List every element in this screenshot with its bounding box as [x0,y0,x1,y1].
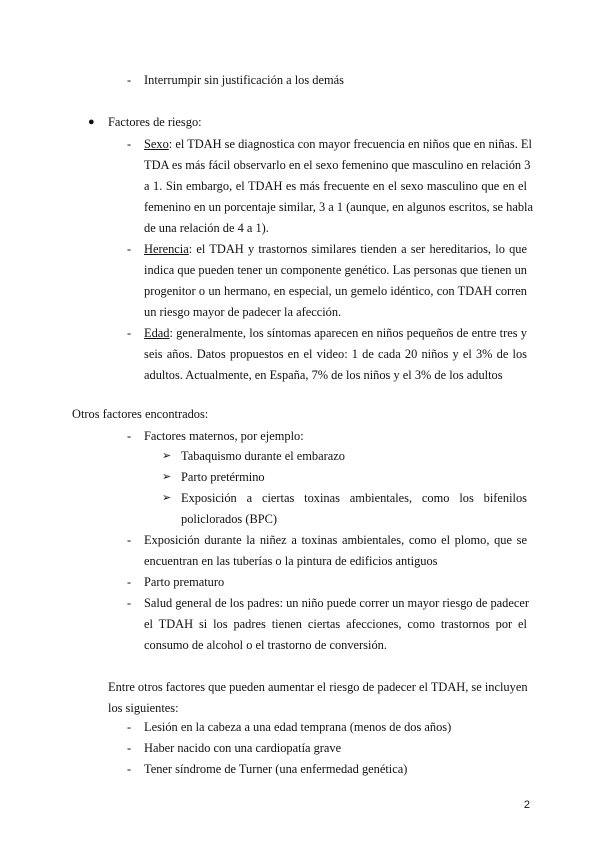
page-number: 2 [523,799,530,811]
list-dash: - [127,242,132,256]
sexo-line-4: femenino en un porcentaje similar, 3 a 1 (aunque, en algunos escritos, se habla [144,200,533,214]
list-dash: - [127,762,132,776]
list-dash: - [127,533,132,547]
edad-label: Edad [144,326,170,340]
exposicion-line-1: Exposición durante la niñez a toxinas ambientales, como el plomo, que se [144,533,527,547]
list-dash: - [127,326,132,340]
list-dash: - [127,741,132,755]
entre-intro-2: los siguientes: [108,701,179,715]
list-dash: - [127,429,132,443]
maternos-sub-exposicion-2: policlorados (BPC) [181,512,278,526]
herencia-label: Herencia [144,242,189,256]
salud-line-1: Salud general de los padres: un niño puede correr un mayor riesgo de padecer [144,596,529,610]
list-dash: - [127,73,132,87]
arrow-bullet-icon: ➢ [162,492,172,504]
arrow-bullet-icon: ➢ [162,471,172,483]
list-item-interrumpir: Interrumpir sin justificación a los demás [144,73,344,87]
section-heading-otros: Otros factores encontrados: [72,407,209,421]
entre-item-cardiopatia: Haber nacido con una cardiopatía grave [144,741,342,755]
sexo-label: Sexo [144,137,169,151]
herencia-line-3: progenitor o un hermano, en especial, un gemelo idéntico, con TDAH corren [144,284,527,298]
salud-line-3: consumo de alcohol o el trastorno de conversión. [144,638,387,652]
list-dash: - [127,575,132,589]
maternos-sub-exposicion-1: Exposición a ciertas toxinas ambientales, como los bifenilos [181,491,527,505]
maternos-sub-tabaquismo: Tabaquismo durante el embarazo [181,449,345,463]
edad-line-3: adultos. Actualmente, en España, 7% de los niños y el 3% de los adultos [144,368,503,382]
sexo-line-2: TDA es más fácil observarlo en el sexo femenino que masculino en relación 3 [144,158,531,172]
herencia-line-4: un riesgo mayor de padecer la afección. [144,305,342,319]
list-dash: - [127,596,132,610]
edad-line-1: Edad: generalmente, los síntomas aparecen en niños pequeños de entre tres y [144,326,527,340]
sexo-line-3: a 1. Sin embargo, el TDAH es más frecuente en el sexo masculino que en el [144,179,527,193]
section-heading-riesgo: Factores de riesgo: [108,115,202,129]
arrow-bullet-icon: ➢ [162,450,172,462]
bullet-icon: ● [88,116,95,128]
list-dash: - [127,137,132,151]
sexo-line-5: de una relación de 4 a 1). [144,221,269,235]
herencia-line-2: indica que pueden tener un componente genético. Las personas que tienen un [144,263,527,277]
maternos-label: Factores maternos, por ejemplo: [144,429,304,443]
exposicion-line-2: encuentran en las tuberías o la pintura de edificios antiguos [144,554,438,568]
sexo-line-1: Sexo: el TDAH se diagnostica con mayor frecuencia en niños que en niñas. El [144,137,532,151]
entre-item-lesion: Lesión en la cabeza a una edad temprana (menos de dos años) [144,720,452,734]
herencia-line-1: Herencia: el TDAH y trastornos similares tienden a ser hereditarios, lo que [144,242,527,256]
edad-line-2: seis años. Datos propuestos en el video: 1 de cada 20 niños y el 3% de los [144,347,527,361]
salud-line-2: el TDAH si los padres tienen ciertas afecciones, como trastornos por el [144,617,527,631]
list-dash: - [127,720,132,734]
entre-intro-1: Entre otros factores que pueden aumentar el riesgo de padecer el TDAH, se incluyen [108,680,528,694]
entre-item-turner: Tener síndrome de Turner (una enfermedad genética) [144,762,408,776]
maternos-sub-parto: Parto pretérmino [181,470,265,484]
parto-prematuro: Parto prematuro [144,575,225,589]
